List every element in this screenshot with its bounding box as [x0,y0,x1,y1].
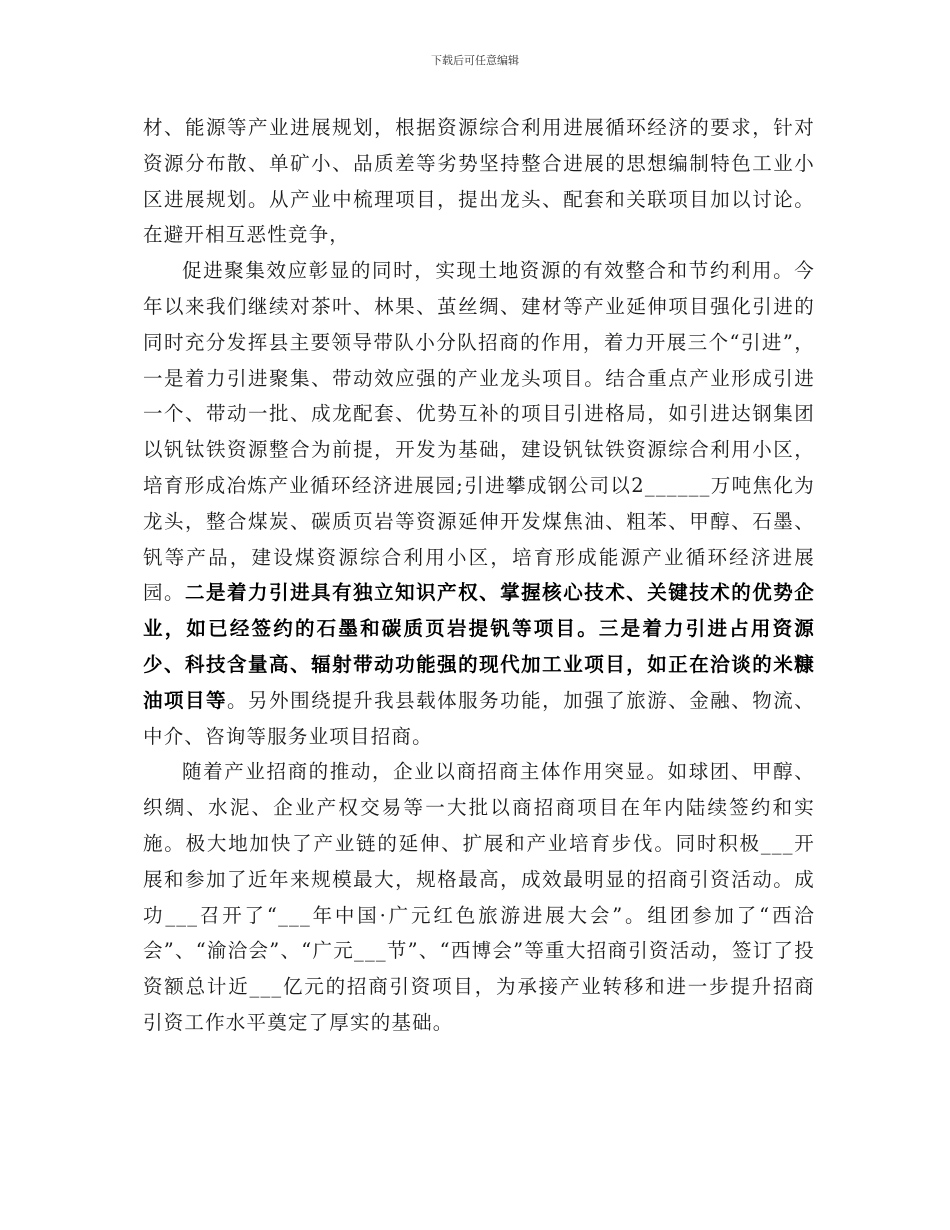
paragraph-investment-attraction [143,253,815,754]
paragraph-3-text: 随着产业招商的推动，企业以商招商主体作用突显。如球团、甲醇、织绸、水泥、企业产权交易等一大批以商招商项目在年内陆续签约和实施。极大地加快了产业链的延伸、扩展和产业培育步伐。同时积极___开展和参加了近年来规模最大，规格最高，成效最明显的招商引资活动。成功___召开了“___年中国·广元红色旅游进展大会”。组团参加了“西洽会”、“渝洽会”、“广元___节”、“西博会”等重大招商引资活动，签订了投资额总计近___亿元的招商引资项目，为承接产业转移和进一步提升招商引资工作水平奠定了厚实的基础。 [143,760,815,1034]
paragraph-2-bold-text: 二是着力引进具有独立知识产权、掌握核心技术、关键技术的优势企业，如已经签约的石墨和碳质页岩提钒等项目。三是着力引进占用资源少、科技含量高、辐射带动功能强的现代加工业项目，如正在洽谈的米糠油项目等 [143,581,815,712]
paragraph-continuation [143,110,815,253]
paragraph-2-text-b: 。另外围绕提升我县载体服务功能，加强了旅游、金融、物流、中介、咨询等服务业项目招商。 [143,688,815,748]
document-body [143,110,815,1041]
paragraph-enterprise-role [143,754,815,1040]
paragraph-2-text-a: 促进聚集效应彰显的同时，实现土地资源的有效整合和节约利用。今年以来我们继续对茶叶、林果、茧丝绸、建材等产业延伸项目强化引进的同时充分发挥县主要领导带队小分队招商的作用，着力开展三个“引进”，一是着力引进聚集、带动效应强的产业龙头项目。结合重点产业形成引进一个、带动一批、成龙配套、优势互补的项目引进格局，如引进达钢集团以钒钛铁资源整合为前提，开发为基础，建设钒钛铁资源综合利用小区，培育形成冶炼产业循环经济进展园;引进攀成钢公司以2______万吨焦化为龙头，整合煤炭、碳质页岩等资源延伸开发煤焦油、粗苯、甲醇、石墨、钒等产品，建设煤资源综合利用小区，培育形成能源产业循环经济进展园。 [143,259,815,605]
paragraph-1-text: 材、能源等产业进展规划，根据资源综合利用进展循环经济的要求，针对资源分布散、单矿小、品质差等劣势坚持整合进展的思想编制特色工业小区进展规划。从产业中梳理项目，提出龙头、配套和关联项目加以讨论。在避开相互恶性竞争， [143,116,815,247]
page-header-caption: 下载后可任意编辑 [431,54,519,67]
